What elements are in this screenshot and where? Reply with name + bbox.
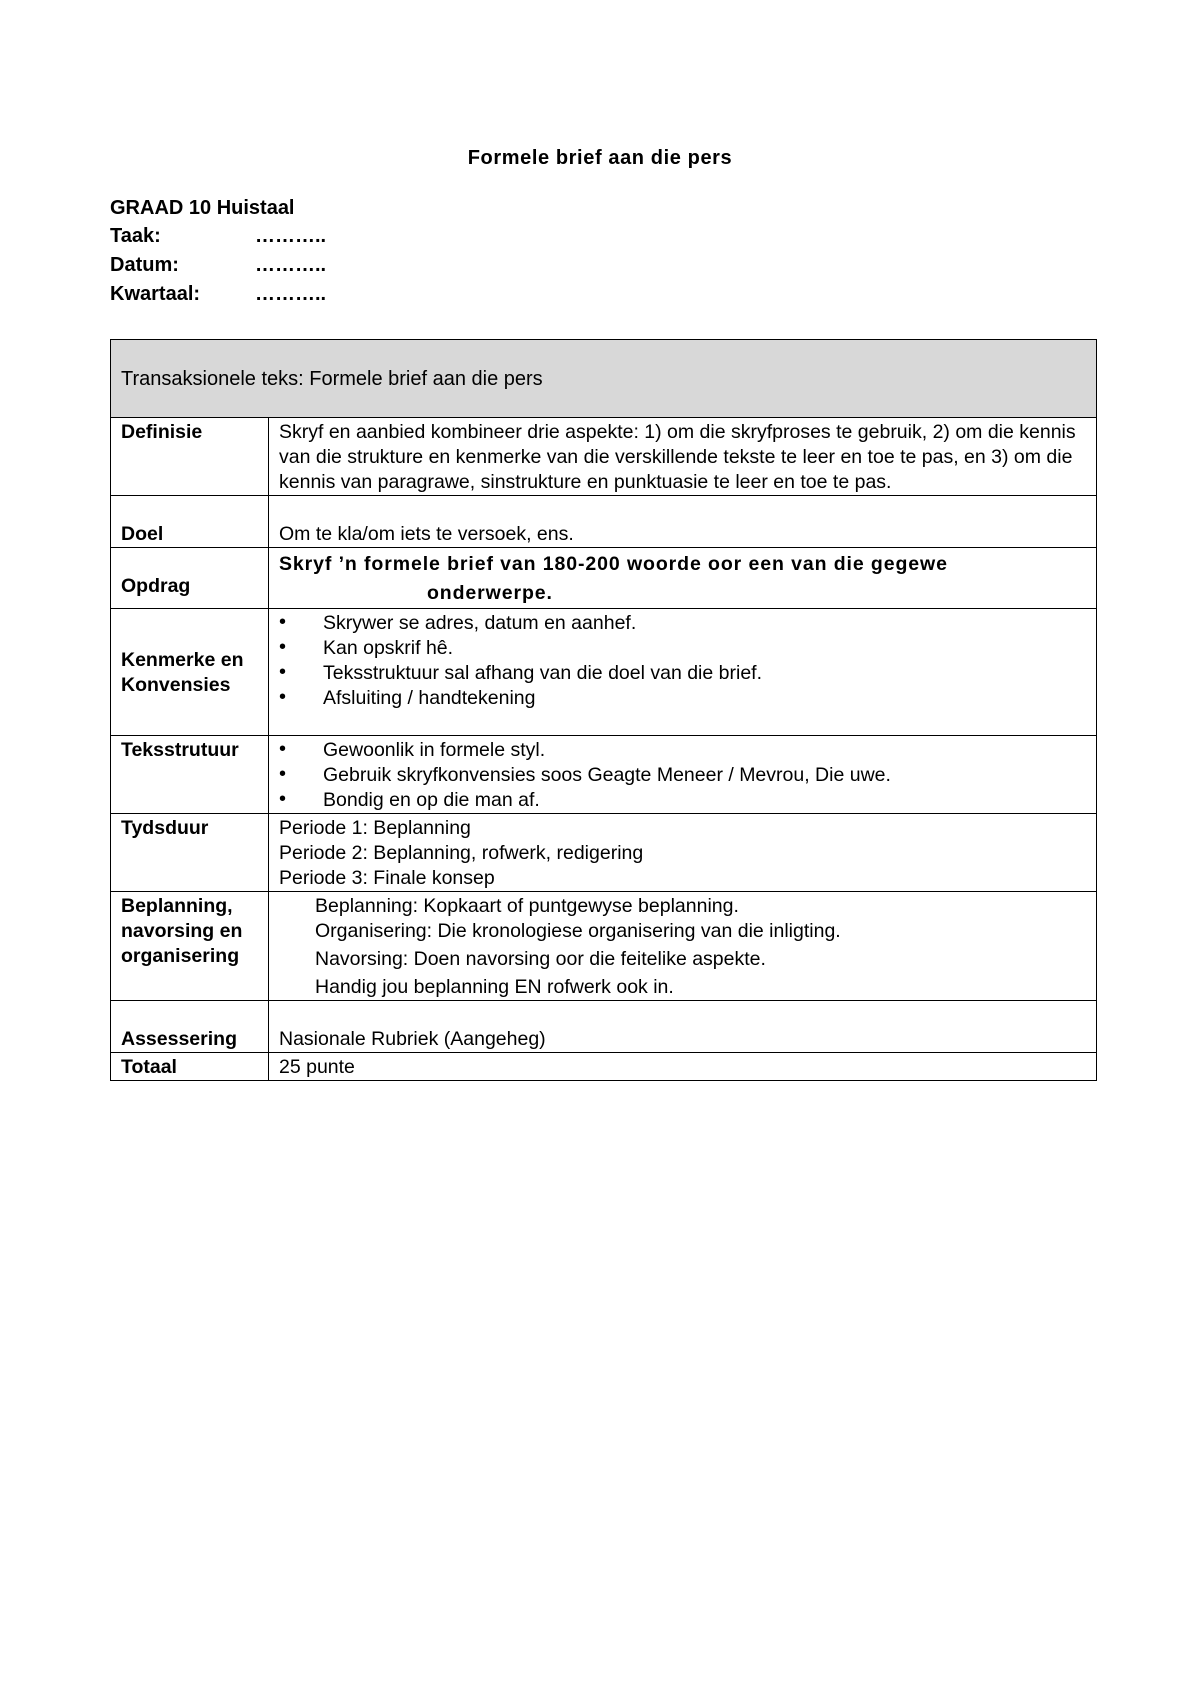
page-title: Formele brief aan die pers bbox=[467, 147, 733, 169]
row-value-opdrag bbox=[269, 548, 1097, 609]
field-value: ……….. bbox=[255, 283, 327, 305]
table-row bbox=[111, 548, 1097, 609]
list-item: • Bondig en op die man af. bbox=[279, 788, 1086, 813]
table-row bbox=[111, 496, 1097, 548]
plan-line: Navorsing: Doen navorsing oor die feitelike aspekte. bbox=[315, 948, 766, 970]
kenmerke-list bbox=[279, 611, 1086, 711]
table-heading: Transaksionele teks: Formele brief aan die pers bbox=[111, 340, 1097, 418]
list-item: • Teksstruktuur sal afhang van die doel van die brief. bbox=[279, 661, 1086, 686]
opdrag-line: Skryf ’n formele brief van 180-200 woorde oor een van die gegewe bbox=[279, 553, 948, 575]
table-row bbox=[111, 609, 1097, 736]
table-row bbox=[111, 1001, 1097, 1053]
table-row bbox=[111, 814, 1097, 892]
list-item: • Afsluiting / handtekening bbox=[279, 686, 1086, 711]
row-label-assessering: Assessering bbox=[111, 1001, 269, 1053]
row-label-definisie: Definisie bbox=[111, 418, 269, 496]
row-value-kenmerke bbox=[269, 609, 1097, 736]
plan-line: Handig jou beplanning EN rofwerk ook in. bbox=[315, 976, 674, 998]
table-row bbox=[111, 892, 1097, 1001]
row-label-teksstruktuur: Teksstrutuur bbox=[111, 736, 269, 814]
row-value-tydsduur bbox=[269, 814, 1097, 892]
field-label: Taak: bbox=[110, 225, 161, 247]
row-label-totaal: Totaal bbox=[111, 1053, 269, 1081]
row-value-totaal: 25 punte bbox=[269, 1053, 1097, 1081]
plan-line: Beplanning: Kopkaart of puntgewyse beplanning. bbox=[315, 895, 739, 917]
field-row-taak bbox=[110, 222, 326, 251]
opdrag-line: onderwerpe. bbox=[427, 582, 553, 604]
row-value-definisie: Skryf en aanbied kombineer drie aspekte: 1) om die skryfproses te gebruik, 2) om die kennis van die strukture en kenmerke van die verskillende tekste te leer en toe te pas, en 3) om die kennis van paragrawe, sinstrukture en punktuasie te leer en toe te pas. bbox=[269, 418, 1097, 496]
row-value-assessering: Nasionale Rubriek (Aangeheg) bbox=[269, 1001, 1097, 1053]
field-value: ……….. bbox=[255, 225, 327, 247]
row-label-tydsduur: Tydsduur bbox=[111, 814, 269, 892]
row-label-beplanning: Beplanning, navorsing en organisering bbox=[111, 892, 269, 1001]
plan-line: Organisering: Die kronologiese organisering van die inligting. bbox=[315, 920, 841, 942]
row-label-kenmerke: Kenmerke en Konvensies bbox=[111, 609, 269, 736]
field-row-datum bbox=[110, 251, 326, 280]
row-label-opdrag: Opdrag bbox=[111, 548, 269, 609]
period-line: Periode 3: Finale konsep bbox=[279, 867, 495, 889]
period-line: Periode 1: Beplanning bbox=[279, 817, 471, 839]
row-value-beplanning bbox=[269, 892, 1097, 1001]
table-row bbox=[111, 736, 1097, 814]
list-item: • Kan opskrif hê. bbox=[279, 636, 1086, 661]
row-value-doel: Om te kla/om iets te versoek, ens. bbox=[269, 496, 1097, 548]
list-item: • Skrywer se adres, datum en aanhef. bbox=[279, 611, 1086, 636]
grade-label: GRAAD 10 Huistaal bbox=[110, 197, 295, 219]
field-label: Datum: bbox=[110, 254, 179, 276]
table-row bbox=[111, 418, 1097, 496]
table-row bbox=[111, 1053, 1097, 1081]
task-table bbox=[110, 339, 1097, 1081]
list-item: • Gebruik skryfkonvensies soos Geagte Meneer / Mevrou, Die uwe. bbox=[279, 763, 1086, 788]
table-header-row bbox=[111, 340, 1097, 418]
period-line: Periode 2: Beplanning, rofwerk, redigering bbox=[279, 842, 644, 864]
field-value: ……….. bbox=[255, 254, 327, 276]
field-row-kwartaal bbox=[110, 280, 326, 309]
row-label-doel: Doel bbox=[111, 496, 269, 548]
list-item: • Gewoonlik in formele styl. bbox=[279, 738, 1086, 763]
field-label: Kwartaal: bbox=[110, 283, 201, 305]
teksstruktuur-list bbox=[279, 738, 1086, 813]
header-block bbox=[110, 197, 326, 309]
row-value-teksstruktuur bbox=[269, 736, 1097, 814]
